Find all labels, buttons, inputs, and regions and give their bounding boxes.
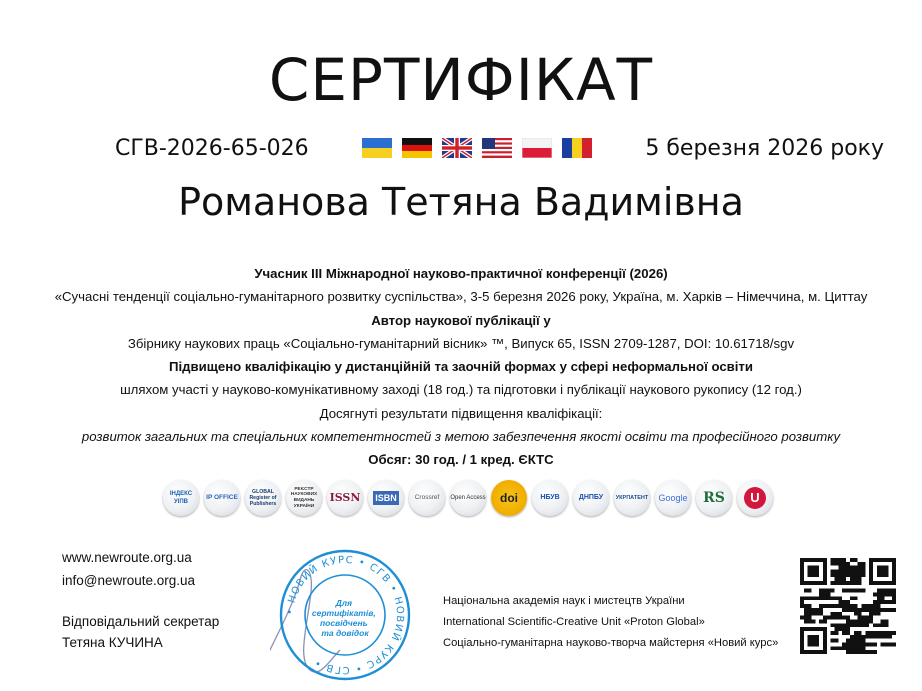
secretary-role: Відповідальний секретар — [62, 614, 220, 629]
results-heading: Досягнуті результати підвищення кваліфікації: — [319, 405, 603, 421]
open-access-logo-icon: Open Access — [450, 480, 486, 516]
crossref-logo-icon: Crossref — [409, 480, 445, 516]
recipient-name: Романова Тетяна Вадимівна — [178, 180, 744, 224]
library-logo-icon: НБУВ — [532, 480, 568, 516]
secretary-block — [62, 611, 219, 653]
certificate-date: 5 березня 2026 року — [645, 136, 884, 161]
volume-line: Обсяг: 30 год. / 1 кред. ЄКТС — [368, 452, 554, 468]
conference-title-line: «Сучасні тенденції соціально-гуманітарного розвитку суспільства», 3-5 березня 2026 року, Україна, м. Харків – Німеччина, м. Циттау — [54, 289, 868, 305]
isbn-logo-icon: ISBN — [368, 480, 404, 516]
uk-flag-icon — [442, 138, 472, 158]
ukraine-flag-icon — [362, 138, 392, 158]
certificate-title: СЕРТИФІКАТ — [268, 46, 654, 114]
certificate-body — [0, 262, 922, 472]
contacts-block — [62, 546, 195, 592]
flags-row — [362, 138, 592, 158]
org-line-3: Соціально-гуманітарна науково-творча майстерня «Новий курс» — [443, 637, 779, 649]
org-line-2: International Scientific-Creative Unit «Proton Global» — [443, 616, 705, 628]
qr-code-icon[interactable] — [800, 558, 896, 654]
collection-line: Збірнику наукових праць «Соціально-гуманітарний вісник» ™, Випуск 65, ISSN 2709-1287, DOI: 10.61718/sgv — [127, 335, 795, 351]
ukrpatent-logo-icon: УКРПАТЕНТ — [614, 480, 650, 516]
results-line: розвиток загальних та спеціальних компетентностей з метою забезпечення якості освіти та професійного розвитку — [81, 429, 841, 445]
participation-line: шляхом участі у науково-комунікативному заході (18 год.) та підготовки і публікації наукового рукопису (12 год.) — [120, 382, 802, 398]
google-logo-icon: Google — [655, 480, 691, 516]
email-link[interactable]: info@newroute.org.ua — [62, 573, 196, 588]
poland-flag-icon — [522, 138, 552, 158]
partner-logos-row — [163, 480, 773, 516]
doi-logo-icon: doi — [491, 480, 527, 516]
usa-flag-icon — [482, 138, 512, 158]
website-link[interactable]: www.newroute.org.ua — [62, 550, 192, 565]
conference-participant-line: Учасник ІІІ Міжнародної науково-практичної конференції (2026) — [254, 266, 668, 281]
org-line-1: Національна академія наук і мистецтв України — [443, 595, 685, 607]
issn-logo-icon: ISSN — [327, 480, 363, 516]
romania-flag-icon — [562, 138, 592, 158]
u-logo-icon: U — [737, 480, 773, 516]
official-seal — [270, 540, 420, 690]
secretary-name: Тетяна КУЧИНА — [62, 635, 163, 650]
ukraine-publishers-register-logo-icon: РЕЄСТР НАУКОВИХ ВИДАНЬ УКРАЇНИ — [286, 480, 322, 516]
rs-logo-icon: RS — [696, 480, 732, 516]
certificate-number: СГВ-2026-65-026 — [115, 136, 309, 161]
seal-ring-text: • НОВИЙ КУРС • СГВ • НОВИЙ КУРС • СГВ • — [284, 554, 406, 676]
germany-flag-icon — [402, 138, 432, 158]
qualification-line: Підвищено кваліфікацію у дистанційній та заочній формах у сфері неформальної освіти — [169, 359, 753, 375]
seal-center-text: Для сертифікатів, посвідчень та довідок — [311, 598, 376, 638]
global-register-logo-icon: GLOBAL Register of Publishers — [245, 480, 281, 516]
dnpbu-logo-icon: ДНПБУ — [573, 480, 609, 516]
uipv-logo-icon: ІНДЕКС УІПВ — [163, 480, 199, 516]
publication-author-line: Автор наукової публікації у — [371, 312, 551, 328]
organizations-block — [443, 591, 778, 654]
ip-office-logo-icon: IP OFFICE — [204, 480, 240, 516]
